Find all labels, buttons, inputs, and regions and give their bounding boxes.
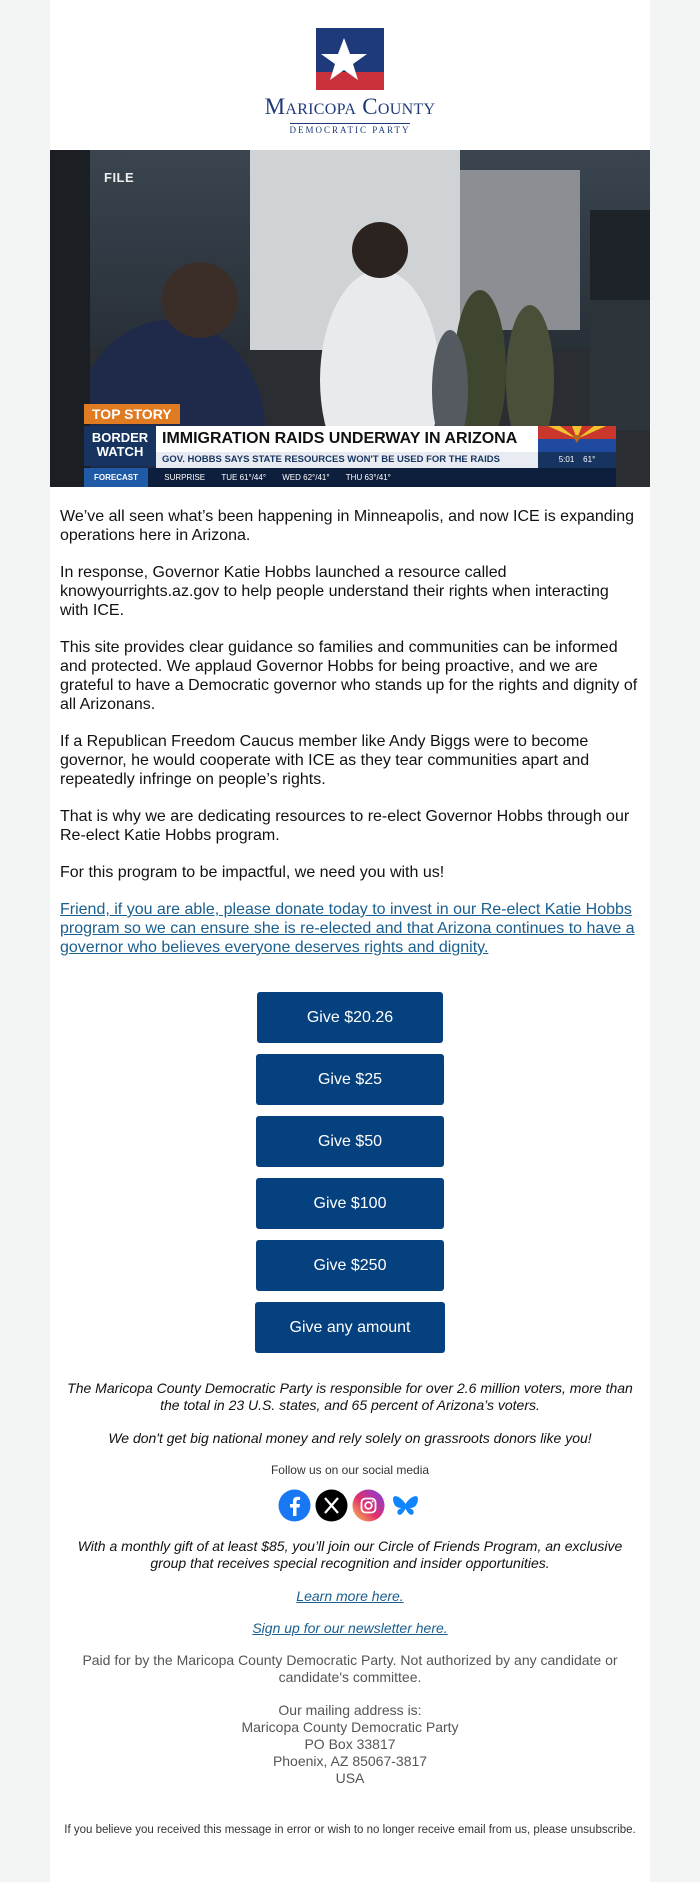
clock-time: 5:01 — [558, 455, 575, 464]
instagram-icon[interactable] — [352, 1489, 385, 1522]
newsletter-link[interactable]: Sign up for our newsletter here. — [252, 1620, 448, 1636]
arizona-flag-icon — [538, 426, 616, 452]
forecast-label: FORECAST — [84, 468, 148, 487]
give-50-button[interactable]: Give $50 — [256, 1116, 444, 1167]
forecast-item: WED 62°/41° — [282, 473, 330, 482]
paragraph: For this program to be impactful, we need you with us! — [60, 864, 445, 881]
paid-for-disclaimer: Paid for by the Maricopa County Democratic Party. Not authorized by any candidate or candidate's committee. — [82, 1652, 618, 1685]
paragraph: We’ve all seen what’s been happening in Minneapolis, and now ICE is expanding operations here in Arizona. — [60, 508, 635, 544]
forecast-ticker — [84, 468, 616, 487]
follow-social: Follow us on our social media — [270, 1463, 430, 1477]
org-subtitle: DEMOCRATIC PARTY — [289, 125, 411, 135]
give-250-button[interactable]: Give $250 — [256, 1240, 444, 1291]
clock-temp — [538, 452, 616, 468]
email-container — [50, 0, 650, 1882]
x-icon[interactable] — [315, 1489, 348, 1522]
donate-buttons — [50, 992, 650, 1364]
border-watch-line2: WATCH — [96, 444, 144, 459]
border-watch-line1: BORDER — [91, 430, 149, 445]
current-temp: 61° — [583, 455, 596, 464]
org-name: Maricopa County — [264, 94, 436, 119]
donate-cta-link[interactable]: Friend, if you are able, please donate today to invest in our Re-elect Katie Hobbs program so we can ensure she is re-elected and that Arizona continues to have a governor who believes everyone deserves rights and dignity. — [60, 901, 635, 956]
forecast-item: SURPRISE — [164, 473, 206, 482]
email-body — [60, 507, 640, 975]
paragraph: This site provides clear guidance so families and communities can be informed and protected. We applaud Governor Hobbs for being proactive, and we are grateful to have a Democratic governor who stands up for the rights and dignity of all Arizonans. — [60, 639, 638, 713]
paragraph: That is why we are dedicating resources to re-elect Governor Hobbs through our Re-elect Katie Hobbs program. — [60, 808, 630, 844]
forecast-item: THU 63°/41° — [345, 473, 391, 482]
email-footer — [60, 1380, 640, 1849]
party-logo[interactable] — [50, 28, 650, 135]
learn-more-link[interactable]: Learn more here. — [296, 1588, 404, 1604]
social-icons — [60, 1489, 640, 1522]
star-flag-logo-icon — [316, 28, 384, 90]
address-intro: Our mailing address is: — [278, 1702, 422, 1718]
give-25-button[interactable]: Give $25 — [256, 1054, 444, 1105]
forecast-item: TUE 61°/44° — [221, 473, 267, 482]
give-100-button[interactable]: Give $100 — [256, 1178, 444, 1229]
bluesky-icon[interactable] — [389, 1489, 422, 1522]
address-name: Maricopa County Democratic Party — [241, 1719, 459, 1735]
hero-news-image[interactable] — [50, 150, 650, 487]
top-story-tag: TOP STORY — [84, 404, 180, 424]
paragraph: In response, Governor Katie Hobbs launched a resource called knowyourrights.az.gov to help people understand their rights when interacting with ICE. — [60, 564, 609, 619]
address-city: Phoenix, AZ 85067-3817 — [272, 1753, 428, 1769]
address-po: PO Box 33817 — [304, 1736, 396, 1752]
news-headline: IMMIGRATION RAIDS UNDERWAY IN ARIZONA — [156, 426, 538, 452]
give-any-amount-button[interactable]: Give any amount — [255, 1302, 445, 1353]
news-subheadline: GOV. HOBBS SAYS STATE RESOURCES WON'T BE USED FOR THE RAIDS — [156, 452, 538, 468]
grassroots-note: We don't get big national money and rely solely on grassroots donors like you! — [108, 1430, 592, 1446]
mailing-address — [60, 1702, 640, 1787]
file-label: FILE — [104, 170, 135, 185]
facebook-icon[interactable] — [278, 1489, 311, 1522]
circle-of-friends: With a monthly gift of at least $85, you’ll join our Circle of Friends Program, an exclusive group that receives special recognition and insider opportunities. — [77, 1538, 623, 1571]
unsubscribe-note[interactable]: If you believe you received this message in error or wish to no longer receive email from us, please unsubscribe. — [64, 1824, 636, 1836]
voter-stat: The Maricopa County Democratic Party is responsible for over 2.6 million voters, more than the total in 23 U.S. states, and 65 percent of Arizona’s voters. — [67, 1380, 633, 1413]
border-watch-badge — [84, 426, 156, 466]
paragraph: If a Republican Freedom Caucus member like Andy Biggs were to become governor, he would cooperate with ICE as they tear communities apart and repeatedly infringe on people’s rights. — [60, 733, 590, 788]
give-20-26-button[interactable]: Give $20.26 — [257, 992, 443, 1043]
address-country: USA — [335, 1770, 365, 1786]
